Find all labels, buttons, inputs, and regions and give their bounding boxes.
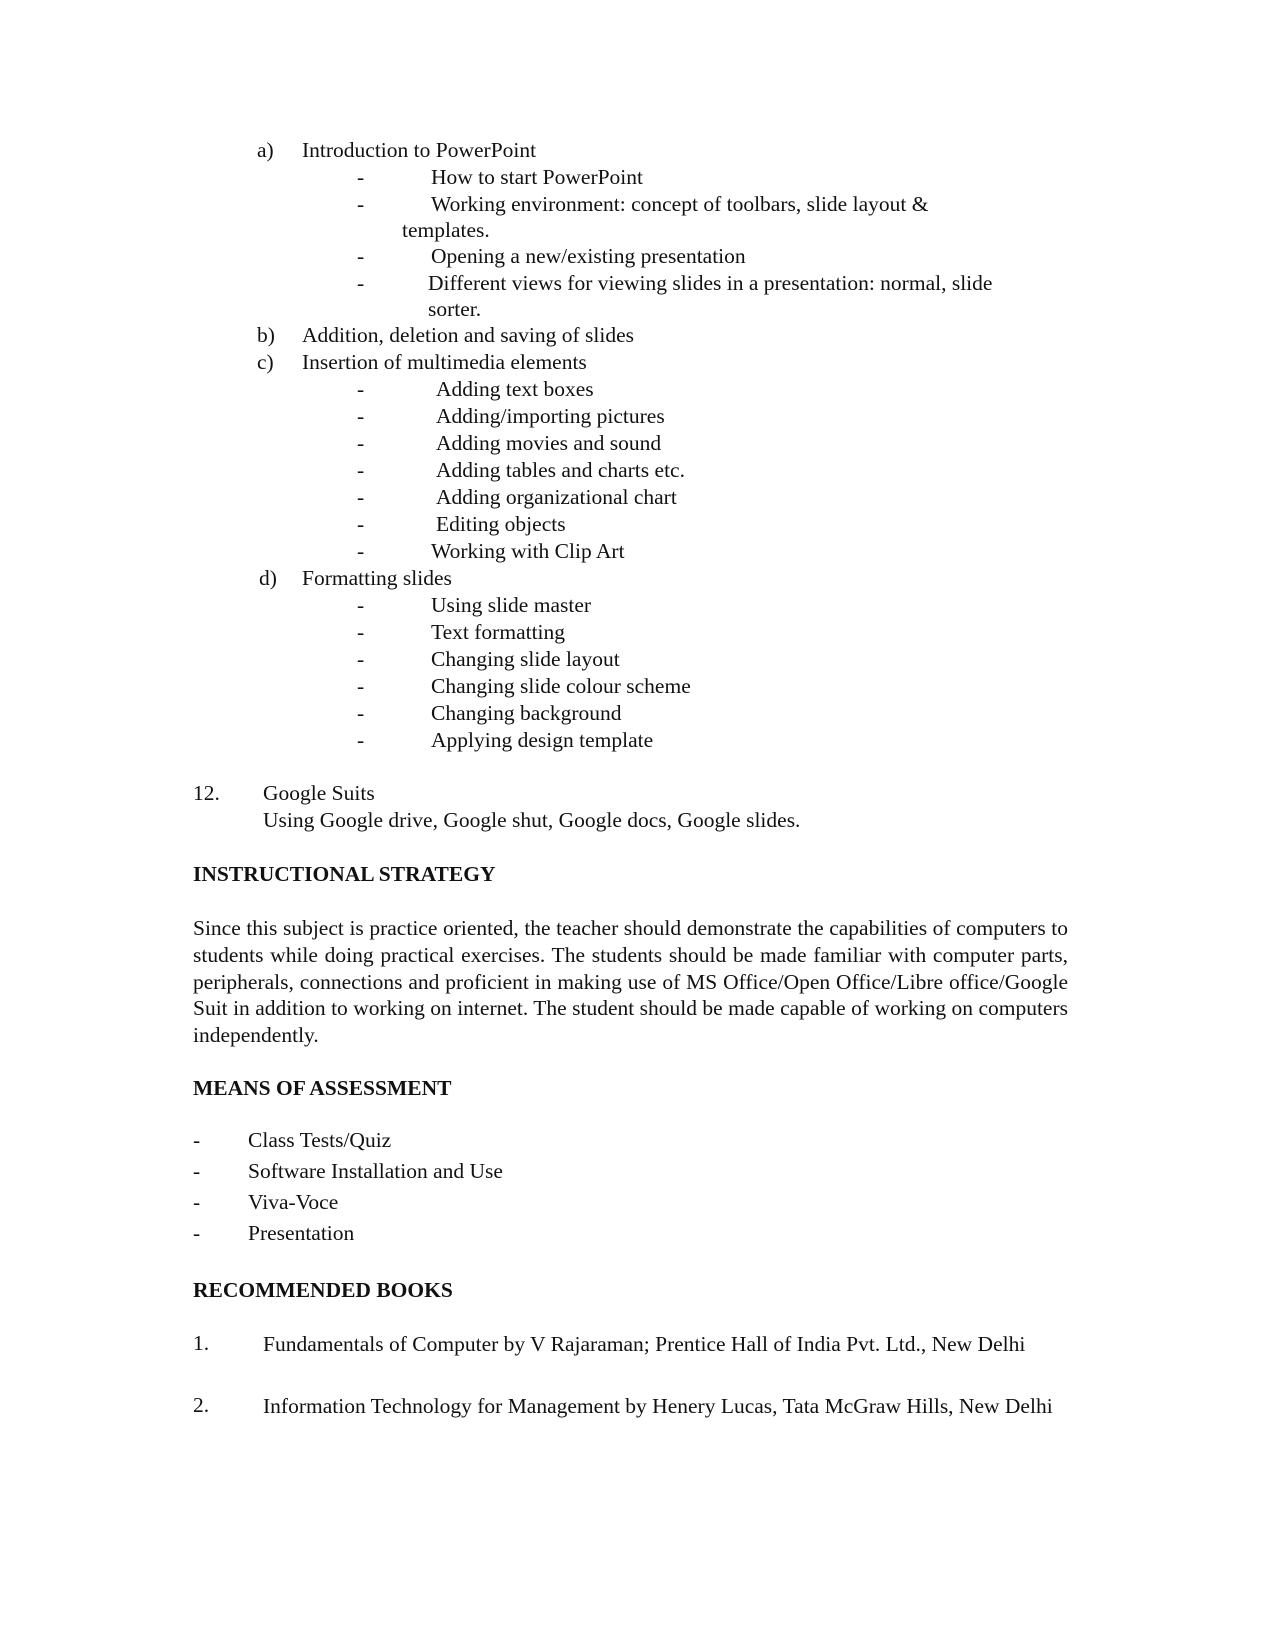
strategy-paragraph: Since this subject is practice oriented, the teacher should demonstrate the capabilities of computers to students while doing practical exercises. The students should be made familiar with computer parts, peripherals, connections and proficient in making use of MS Office/Open Office/Libre office/Google Suit in addition to working on internet. The student should be made capable of working on computers independently. [193,916,1068,1048]
section-title: Insertion of multimedia elements [302,350,587,374]
dash-bullet: - [193,1128,201,1152]
list-item: Presentation [248,1221,355,1245]
section-title: Formatting slides [302,566,452,590]
list-item: Adding movies and sound [436,431,662,455]
book-entry: Information Technology for Management by Henery Lucas, Tata McGraw Hills, New Delhi [263,1394,1053,1418]
list-item: Changing background [431,701,622,725]
book-entry: Fundamentals of Computer by V Rajaraman; Prentice Hall of India Pvt. Ltd., New Delhi [263,1332,1026,1356]
section-heading: MEANS OF ASSESSMENT [193,1076,452,1100]
dash-bullet: - [357,431,365,455]
list-item: Adding organizational chart [436,485,677,509]
dash-bullet: - [357,593,365,617]
list-item: Using slide master [431,593,592,617]
dash-bullet: - [357,458,365,482]
dash-bullet: - [357,512,365,536]
list-item: Changing slide layout [431,647,620,671]
list-item: Working with Clip Art [431,539,625,563]
dash-bullet: - [357,674,365,698]
item-number: 12. [193,781,220,805]
dash-bullet: - [357,647,365,671]
dash-bullet: - [357,165,365,189]
dash-bullet: - [193,1159,201,1183]
dash-bullet: - [357,377,365,401]
list-marker: d) [259,566,277,590]
list-marker: a) [257,138,274,162]
dash-bullet: - [357,728,365,752]
dash-bullet: - [357,539,365,563]
dash-bullet: - [357,244,365,268]
section-heading: RECOMMENDED BOOKS [193,1278,453,1302]
dash-bullet: - [357,271,365,295]
list-item: Different views for viewing slides in a presentation: normal, slide [428,271,993,295]
item-text: Using Google drive, Google shut, Google docs, Google slides. [263,808,801,832]
dash-bullet: - [357,701,365,725]
list-item: Editing objects [436,512,566,536]
list-item: Applying design template [431,728,654,752]
list-marker: c) [257,350,274,374]
dash-bullet: - [193,1221,201,1245]
list-marker: b) [257,323,275,347]
dash-bullet: - [357,620,365,644]
section-title: Addition, deletion and saving of slides [302,323,635,347]
item-title: Google Suits [263,781,375,805]
list-item: Adding text boxes [436,377,594,401]
list-item: Class Tests/Quiz [248,1128,392,1152]
dash-bullet: - [193,1190,201,1214]
list-item-continuation: templates. [402,218,490,242]
list-item-continuation: sorter. [428,297,482,321]
dash-bullet: - [357,485,365,509]
list-item: Text formatting [431,620,566,644]
list-item: Adding/importing pictures [436,404,665,428]
section-title: Introduction to PowerPoint [302,138,537,162]
dash-bullet: - [357,404,365,428]
list-item: Working environment: concept of toolbars, slide layout & [431,192,929,216]
list-item: Adding tables and charts etc. [436,458,685,482]
list-item: Changing slide colour scheme [431,674,691,698]
dash-bullet: - [357,192,365,216]
list-item: How to start PowerPoint [431,165,644,189]
section-heading: INSTRUCTIONAL STRATEGY [193,862,496,886]
book-number: 1. [193,1331,210,1355]
list-item: Software Installation and Use [248,1159,503,1183]
list-item: Viva-Voce [248,1190,339,1214]
list-item: Opening a new/existing presentation [431,244,746,268]
book-number: 2. [193,1393,210,1417]
